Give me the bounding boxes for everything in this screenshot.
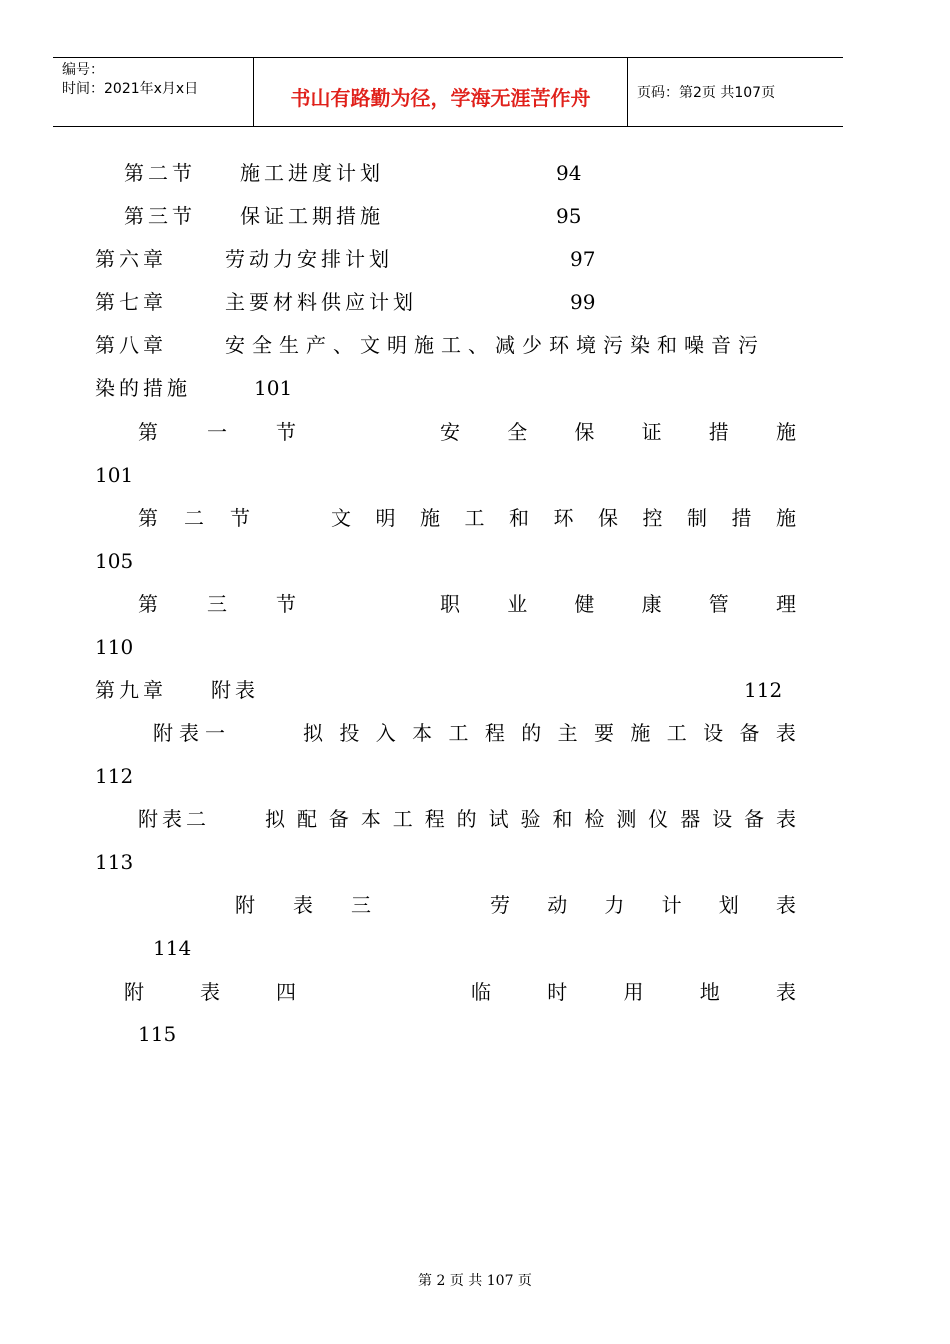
document-date: 时间：2021年x月x日 — [62, 81, 199, 97]
toc-entry-page: 113 — [95, 850, 134, 874]
title-char: 表 — [775, 721, 796, 745]
title-char: 备 — [744, 807, 765, 831]
title-char: 要 — [594, 721, 614, 745]
header-page-cell — [628, 58, 843, 126]
header-meta-cell — [53, 58, 254, 126]
toc-entry-label: 附表二 — [138, 807, 210, 831]
title-char: 划 — [718, 893, 739, 917]
toc-entry-label: 第七章 — [95, 290, 167, 314]
document-number-label: 编号： — [62, 62, 104, 78]
title-char: 措 — [731, 506, 752, 530]
toc-entry-page: 110 — [95, 635, 134, 659]
title-char: 安 — [440, 420, 460, 444]
title-char: 备 — [739, 721, 760, 745]
label-char: 三 — [207, 592, 227, 616]
toc-entry-page: 105 — [95, 549, 134, 573]
toc-entry-page: 101 — [254, 376, 293, 400]
toc-entry-label: 第六章 — [95, 247, 167, 271]
title-char: 测 — [616, 807, 637, 831]
toc-entry-page: 112 — [744, 678, 783, 702]
title-char: 力 — [604, 893, 625, 917]
title-char: 措 — [708, 420, 729, 444]
title-char: 的 — [456, 807, 477, 831]
title-char: 程 — [424, 807, 445, 831]
label-char: 表 — [293, 893, 313, 917]
toc-entry-title — [471, 980, 796, 1004]
title-char: 职 — [440, 592, 460, 616]
title-char: 本 — [412, 721, 433, 745]
toc-entry-label — [138, 506, 250, 530]
title-char: 保 — [574, 420, 595, 444]
title-char: 计 — [661, 893, 682, 917]
toc-entry-page: 99 — [570, 290, 596, 314]
toc-entry-label: 附表一 — [153, 721, 231, 745]
header-motto: 书山有路勤为径，学海无涯苦作舟 — [290, 86, 591, 110]
label-char: 附 — [124, 980, 144, 1004]
title-char: 劳 — [490, 893, 510, 917]
header-motto-cell — [254, 58, 628, 126]
toc-entry-title — [331, 506, 796, 530]
toc-entry-title: 施工进度计划 — [240, 161, 384, 185]
toc-entry-page: 95 — [556, 204, 582, 228]
toc-entry-title — [265, 807, 796, 831]
title-char: 地 — [699, 980, 720, 1004]
title-char: 工 — [666, 721, 687, 745]
label-char: 节 — [276, 420, 296, 444]
title-char: 验 — [520, 807, 541, 831]
toc-entry-label: 第二节 — [124, 161, 196, 185]
label-char: 节 — [276, 592, 296, 616]
toc-entry-label — [138, 592, 296, 616]
title-char: 理 — [775, 592, 796, 616]
title-char: 检 — [584, 807, 605, 831]
title-char: 程 — [484, 721, 505, 745]
toc-entry-page: 101 — [95, 463, 134, 487]
toc-entry-title — [440, 420, 796, 444]
toc-entry-page: 114 — [153, 936, 192, 960]
title-char: 本 — [360, 807, 381, 831]
title-char: 施 — [775, 420, 796, 444]
title-char: 设 — [712, 807, 733, 831]
label-char: 第 — [138, 420, 158, 444]
title-char: 表 — [775, 893, 796, 917]
toc-entry-title — [490, 893, 796, 917]
toc-entry-label: 第九章 — [95, 678, 167, 702]
title-char: 管 — [708, 592, 729, 616]
title-char: 临 — [471, 980, 491, 1004]
title-char: 备 — [328, 807, 349, 831]
label-char: 三 — [351, 893, 371, 917]
title-char: 主 — [557, 721, 578, 745]
title-char: 仪 — [648, 807, 669, 831]
title-char: 工 — [392, 807, 413, 831]
title-char: 健 — [574, 592, 595, 616]
title-char: 文 — [331, 506, 351, 530]
title-char: 和 — [509, 506, 529, 530]
label-char: 一 — [207, 420, 227, 444]
toc-entry-title — [440, 592, 796, 616]
label-char: 第 — [138, 506, 158, 530]
title-char: 施 — [420, 506, 440, 530]
toc-entry-page: 94 — [556, 161, 582, 185]
title-char: 的 — [521, 721, 542, 745]
title-char: 制 — [687, 506, 707, 530]
toc-entry-title: 劳动力安排计划 — [225, 247, 393, 271]
page-header — [53, 57, 843, 127]
toc-entry-label — [138, 420, 296, 444]
title-char: 工 — [448, 721, 469, 745]
title-char: 试 — [488, 807, 509, 831]
title-char: 明 — [375, 506, 396, 530]
label-char: 二 — [184, 506, 204, 530]
title-char: 动 — [547, 893, 568, 917]
title-char: 工 — [464, 506, 485, 530]
toc-entry-label — [235, 893, 371, 917]
toc-entry-page: 97 — [570, 247, 596, 271]
page-footer: 第 2 页 共 107 页 — [418, 1273, 532, 1289]
toc-entry-label: 第八章 — [95, 333, 167, 357]
title-char: 施 — [776, 506, 796, 530]
title-char: 业 — [507, 592, 528, 616]
title-char: 和 — [552, 807, 573, 831]
toc-entry-page: 115 — [138, 1022, 177, 1046]
label-char: 四 — [276, 980, 296, 1004]
label-char: 表 — [200, 980, 220, 1004]
title-char: 控 — [642, 506, 663, 530]
title-char: 施 — [630, 721, 651, 745]
toc-entry-label — [124, 980, 296, 1004]
title-char: 证 — [641, 420, 662, 444]
toc-entry-title: 附表 — [211, 678, 259, 702]
title-char: 投 — [339, 721, 360, 745]
label-char: 附 — [235, 893, 255, 917]
title-char: 拟 — [265, 807, 285, 831]
toc-entry-title-continued: 染的措施 — [95, 376, 191, 400]
toc-entry-title — [303, 721, 796, 745]
label-char: 节 — [230, 506, 250, 530]
title-char: 设 — [703, 721, 724, 745]
title-char: 表 — [776, 807, 796, 831]
toc-entry-title: 保证工期措施 — [240, 204, 384, 228]
label-char: 第 — [138, 592, 158, 616]
title-char: 表 — [776, 980, 796, 1004]
toc-entry-title: 主要材料供应计划 — [225, 290, 417, 314]
title-char: 用 — [623, 980, 644, 1004]
title-char: 时 — [547, 980, 568, 1004]
title-char: 入 — [375, 721, 396, 745]
title-char: 全 — [507, 420, 528, 444]
title-char: 环 — [553, 506, 574, 530]
title-char: 保 — [598, 506, 618, 530]
toc-entry-page: 112 — [95, 764, 134, 788]
header-page-info: 页码：第2页 共107页 — [637, 85, 776, 101]
title-char: 康 — [641, 592, 662, 616]
title-char: 拟 — [303, 721, 323, 745]
toc-entry-title: 安全生产、文明施工、减少环境污染和噪音污 — [225, 333, 765, 357]
title-char: 器 — [680, 807, 701, 831]
title-char: 配 — [296, 807, 317, 831]
toc-entry-label: 第三节 — [124, 204, 196, 228]
